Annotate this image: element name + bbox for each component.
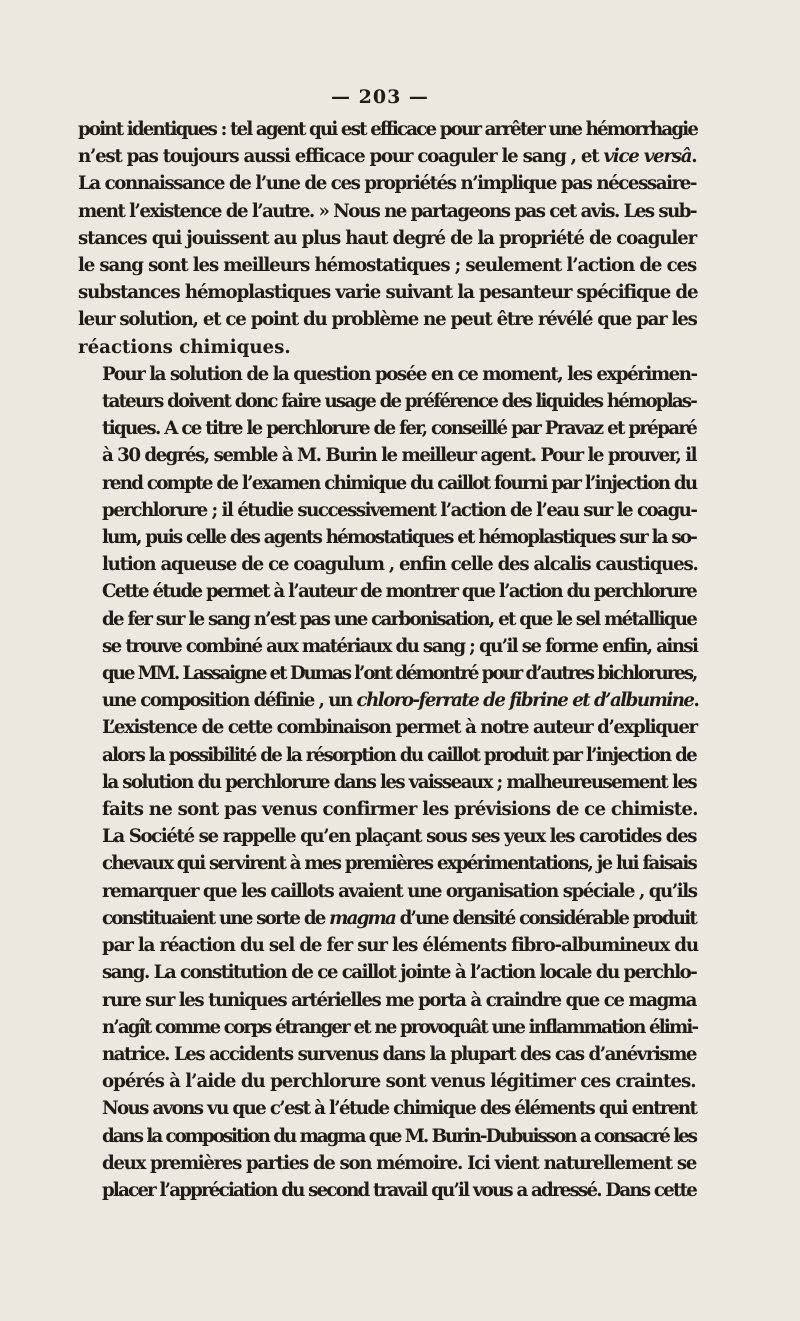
text-line: stances qui jouissent au plus haut degré de la propriété de coaguler <box>78 227 696 249</box>
text-line: Pour la solution de la question posée en ce moment, les expérimen- <box>102 363 697 385</box>
text-line: la solution du perchlorure dans les vaisseaux ; malheureusement les <box>102 771 696 793</box>
text-line: Nous avons vu que c’est à l’étude chimique des éléments qui entrent <box>102 1098 697 1120</box>
text-line: natrice. Les accidents survenus dans la plupart des cas d’anévrisme <box>102 1043 696 1065</box>
text-line: L’existence de cette combinaison permet à notre auteur d’expliquer <box>102 717 697 739</box>
text-line: tateurs doivent donc faire usage de préférence des liquides hémoplas- <box>102 391 696 413</box>
text-line: se trouve combiné aux matériaux du sang ; qu’il se forme enfin, ainsi <box>102 635 698 657</box>
text-line: leur solution, et ce point du problème ne peut être révélé que par les <box>78 309 697 331</box>
text-line: réactions chimiques. <box>78 336 291 358</box>
body-text <box>78 116 699 1204</box>
text-line: lution aqueuse de ce coagulum , enfin celle des alcalis caustiques. <box>102 554 698 576</box>
text-line: lum, puis celle des agents hémostatiques et hémoplastiques sur la so- <box>102 527 697 549</box>
text-line: n’est pas toujours aussi efficace pour coaguler le sang , et vice versâ. <box>78 146 697 168</box>
text-line: que MM. Lassaigne et Dumas l’ont démontré pour d’autres bichlorures, <box>102 663 697 685</box>
text-line: La connaissance de l’une de ces propriétés n’implique pas nécessaire- <box>78 173 697 195</box>
paragraph <box>78 1095 696 1204</box>
text-line: n’agît comme corps étranger et ne provoquât une inflammation élimi- <box>102 1016 698 1038</box>
text-line: tiques. A ce titre le perchlorure de fer, conseillé par Pravaz et préparé <box>102 418 697 440</box>
text-line: le sang sont les meilleurs hémostatiques ; seulement l’action de ces <box>78 255 697 277</box>
text-line: opérés à l’aide du perchlorure sont venus légitimer ces craintes. <box>102 1071 696 1093</box>
text-line: point identiques : tel agent qui est efficace pour arrêter une hémorrhagie <box>78 119 698 140</box>
page-number: — 203 — <box>331 86 429 108</box>
paragraph <box>78 116 696 361</box>
text-line: une composition définie , un chloro-ferrate de fibrine et d’albumine. <box>102 690 699 712</box>
text-line: ment l’existence de l’autre. » Nous ne partageons pas cet avis. Les sub- <box>78 200 696 222</box>
text-line: Cette étude permet à l’auteur de montrer que l’action du perchlorure <box>102 581 696 603</box>
text-line: La Société se rappelle qu’en plaçant sous ses yeux les carotides des <box>102 826 697 848</box>
paragraph <box>78 361 699 823</box>
text-line: par la réaction du sel de fer sur les éléments fibro-albumineux du <box>102 935 698 957</box>
text-line: rend compte de l’examen chimique du caillot fourni par l’injection du <box>102 472 697 494</box>
text-line: à 30 degrés, semble à M. Burin le meilleur agent. Pour le prouver, il <box>102 445 697 467</box>
text-line: remarquer que les caillots avaient une organisation spéciale , qu’ils <box>102 880 697 902</box>
text-line: deux premières parties de son mémoire. Ici vient naturellement se <box>102 1152 696 1174</box>
text-line: perchlorure ; il étudie successivement l’action de l’eau sur le coagu- <box>102 499 697 521</box>
text-line: rure sur les tuniques artérielles me porta à craindre que ce magma <box>102 989 696 1011</box>
paragraph <box>78 823 696 1095</box>
text-line: de fer sur le sang n’est pas une carbonisation, et que le sel métallique <box>102 608 697 630</box>
text-line: placer l’appréciation du second travail qu’il vous a adressé. Dans cette <box>102 1179 696 1201</box>
text-line: sang. La constitution de ce caillot jointe à l’action locale du perchlo- <box>102 962 697 984</box>
text-line: dans la composition du magma que M. Burin-Dubuisson a consacré les <box>102 1125 696 1147</box>
italic-text: vice versâ <box>603 146 692 168</box>
italic-text: chloro-ferrate de fibrine et d’albumine <box>356 690 694 712</box>
text-line: faits ne sont pas venus confirmer les prévisions de ce chimiste. <box>102 799 698 821</box>
text-line: constituaient une sorte de magma d’une densité considérable produit <box>102 907 696 929</box>
text-line: substances hémoplastiques varie suivant la pesanteur spécifique de <box>78 282 698 304</box>
text-line: alors la possibilité de la résorption du caillot produit par l’injection de <box>102 744 696 766</box>
italic-text: magma <box>329 907 396 929</box>
text-line: chevaux qui servirent à mes premières expérimentations, je lui faisais <box>102 853 697 875</box>
